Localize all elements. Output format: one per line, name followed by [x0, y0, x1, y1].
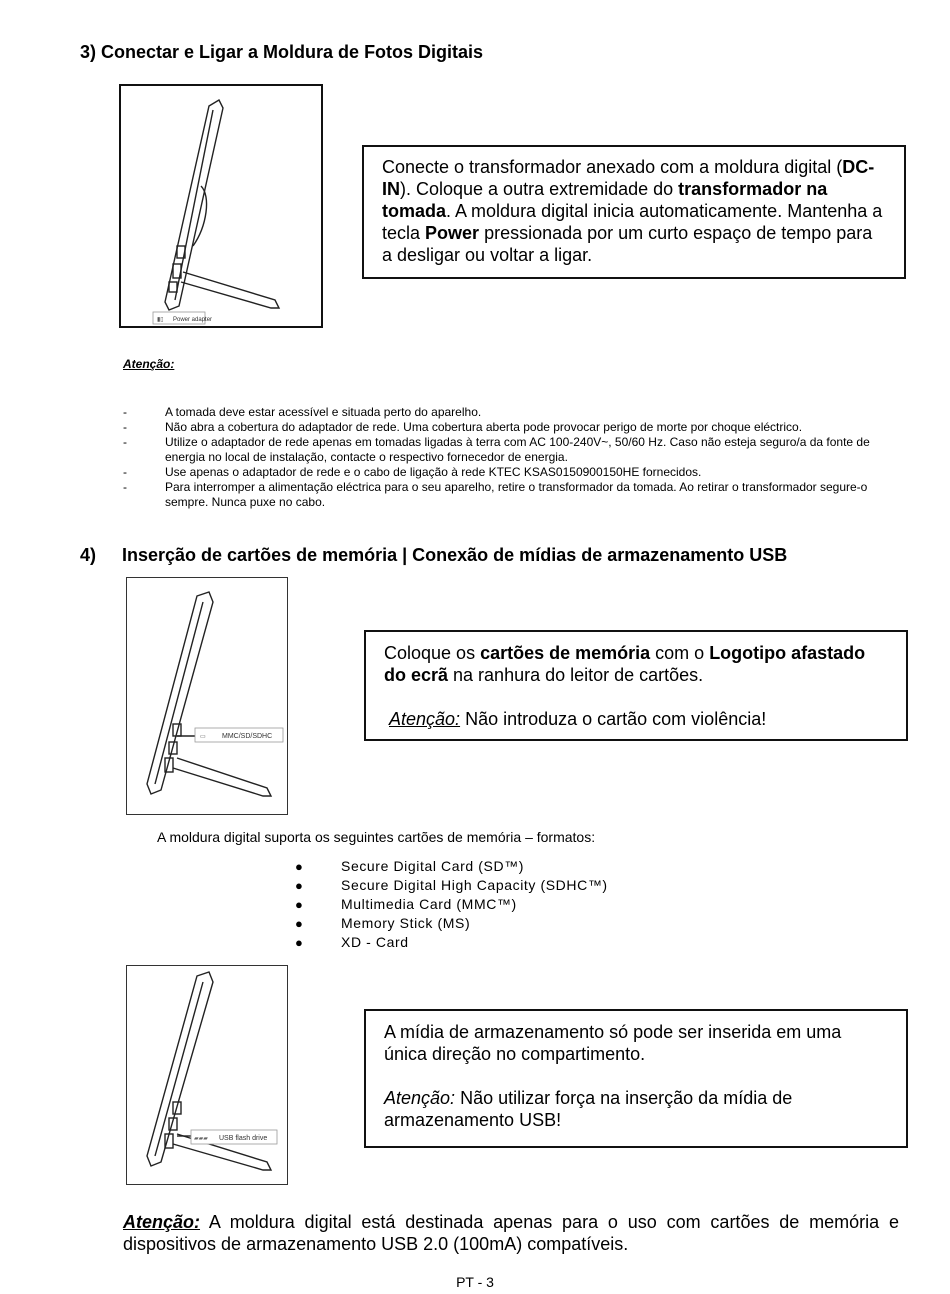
compatibility-note [123, 1211, 899, 1255]
power-adapter-figure [119, 84, 323, 328]
final-attention-label: Atenção: [123, 1212, 201, 1232]
section-4-number: 4) [80, 545, 97, 565]
callout-text: pressionada por um curto espaço de tempo para a desligar ou voltar a ligar. [382, 223, 873, 265]
callout-text: Conecte o transformador anexado com a moldura digital ( [382, 157, 843, 177]
callout-attention-label: Atenção: [384, 1088, 456, 1108]
memory-card-label: MMC/SD/SDHC [222, 733, 273, 740]
callout-text: A mídia de armazenamento só pode ser inserida em uma única direção no compartimento. [384, 1022, 842, 1064]
page-number: PT - 3 [456, 1274, 494, 1290]
final-note-text: A moldura digital está destinada apenas para o uso com cartões de memória e dispositivos de armazenamento USB 2.0 (100mA) compatíveis. [123, 1212, 899, 1254]
callout-text: ). Coloque a outra extremidade do [400, 179, 679, 199]
callout-bold: transformador na tomada [382, 179, 828, 221]
callout-text: na ranhura do leitor de cartões. [448, 665, 704, 685]
callout-text: . A moldura digital inicia automaticamente. Mantenha a tecla [382, 201, 883, 243]
list-item: ● Multimedia Card (MMC™) [295, 896, 517, 912]
frame-usb-slot-illustration [127, 966, 287, 1184]
section-4-title [80, 545, 787, 566]
list-item: - Não abra a cobertura do adaptador de rede. Uma cobertura aberta pode provocar perigo de morte por choque eléctrico. [123, 420, 803, 434]
list-item: ● Secure Digital Card (SD™) [295, 858, 525, 874]
callout-text: com o [650, 643, 710, 663]
callout-bold: cartões de memória [480, 643, 651, 663]
supported-formats-list [295, 857, 608, 952]
callout-text: Não utilizar força na inserção da mídia de armazenamento USB! [384, 1088, 793, 1130]
list-item: ● XD - Card [295, 934, 409, 950]
list-item: ● Secure Digital High Capacity (SDHC™) [295, 877, 608, 893]
list-item: - Use apenas o adaptador de rede e o cabo de ligação à rede KTEC KSAS0150900150HE fornecidos. [123, 465, 702, 479]
usb-drive-glyph: ▰▰▰ [194, 1136, 208, 1142]
power-instructions-callout [362, 145, 906, 279]
callout-bold: Power [425, 223, 480, 243]
safety-warnings-list [123, 405, 903, 510]
callout-text: Coloque os [384, 643, 481, 663]
frame-card-slot-illustration [127, 578, 287, 814]
callout-bold: Logotipo afastado do ecrã [384, 643, 866, 685]
power-adapter-label: Power adapter [173, 317, 213, 323]
memory-card-figure [126, 577, 288, 815]
list-item: - Para interromper a alimentação eléctrica para o seu aparelho, retire o transformador da tomada. Ao retirar o transformador segure-o sempre. Nunca puxe no cabo. [123, 480, 868, 509]
section-4-heading-text: Inserção de cartões de memória | Conexão de mídias de armazenamento USB [122, 545, 788, 565]
usb-drive-label: USB flash drive [219, 1135, 268, 1142]
callout-text: Não introduza o cartão com violência! [460, 709, 767, 729]
callout-bold: DC-IN [382, 157, 875, 199]
plug-glyph: ▮▯ [157, 317, 164, 323]
attention-label: Atenção: [123, 357, 175, 371]
usb-storage-callout [364, 1009, 908, 1148]
callout-attention-label: Atenção: [389, 709, 461, 729]
memory-card-callout [364, 630, 908, 741]
list-item: - Utilize o adaptador de rede apenas em tomadas ligadas à terra com AC 100-240V~, 50/60 Hz. Caso não esteja seguro/a da fonte de energia no local de instalação, contacte o respectivo fornecedor de energia. [123, 435, 870, 464]
list-item: ● Memory Stick (MS) [295, 915, 471, 931]
list-item: - A tomada deve estar acessível e situada perto do aparelho. [123, 405, 482, 419]
frame-side-view-illustration [121, 86, 321, 326]
section-3-title: 3) Conectar e Ligar a Moldura de Fotos Digitais [80, 42, 484, 62]
usb-drive-figure [126, 965, 288, 1185]
supported-formats-intro: A moldura digital suporta os seguintes cartões de memória – formatos: [157, 829, 596, 845]
card-glyph: ▭ [200, 734, 206, 740]
